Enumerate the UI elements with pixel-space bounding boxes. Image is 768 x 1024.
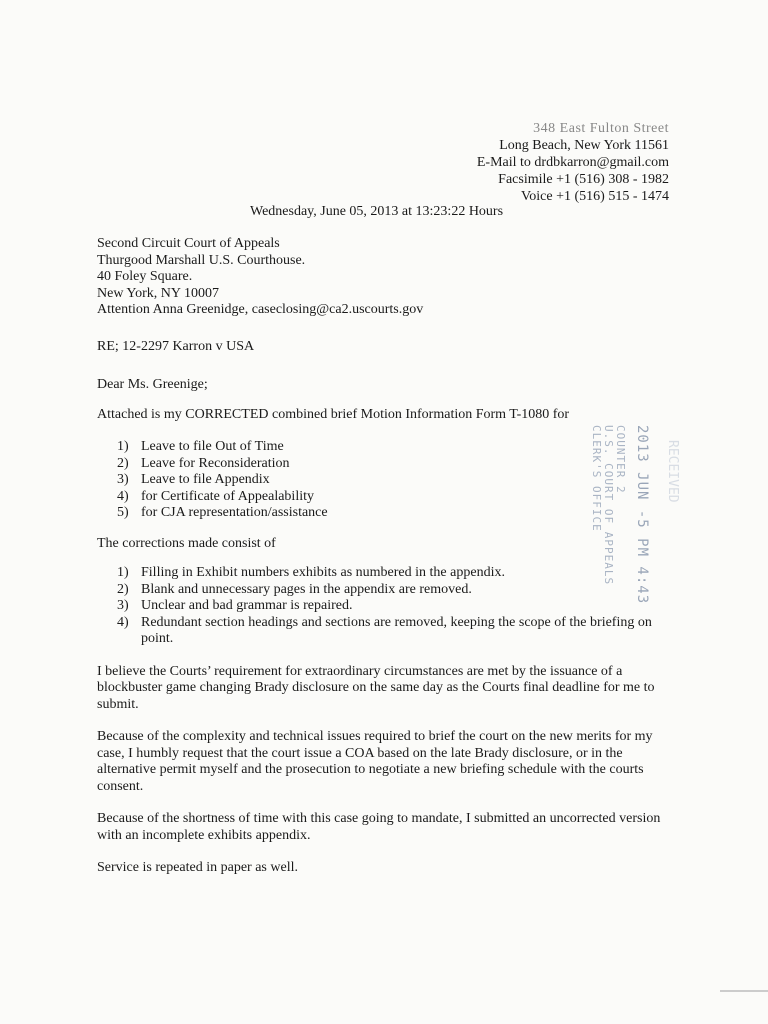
sender-email: E-Mail to drdbkarron@gmail.com xyxy=(476,155,669,170)
recipient-line: Second Circuit Court of Appeals xyxy=(97,236,280,251)
list-text: for Certificate of Appealability xyxy=(141,488,314,504)
list-text: Leave to file Appendix xyxy=(141,472,270,487)
stamp-line: CLERK'S OFFICE xyxy=(590,425,603,532)
recipient-line: Thurgood Marshall U.S. Courthouse. xyxy=(97,252,306,268)
list-item xyxy=(117,598,677,615)
received-stamp-faint: RECEIVED xyxy=(665,440,680,503)
re-line: RE; 12-2297 Karron v USA xyxy=(97,338,255,354)
list-text: Blank and unnecessary pages in the appendix are removed. xyxy=(141,581,472,597)
list-item xyxy=(117,615,677,648)
list-number: 1) xyxy=(117,565,129,580)
salutation: Dear Ms. Greenige; xyxy=(97,377,208,392)
body-paragraph: Service is repeated in paper as well. xyxy=(97,860,298,875)
list-text: for CJA representation/assistance xyxy=(141,505,328,520)
corrections-intro: The corrections made consist of xyxy=(97,535,276,551)
body-paragraph: Because of the shortness of time with this case going to mandate, I submitted an uncorrected version with an incomplete exhibits appendix. xyxy=(97,811,661,843)
dateline: Wednesday, June 05, 2013 at 13:23:22 Hours xyxy=(250,204,504,219)
list-number: 2) xyxy=(117,581,129,597)
sender-street: 348 East Fulton Street xyxy=(533,121,669,136)
list-text: Filling in Exhibit numbers exhibits as numbered in the appendix. xyxy=(141,565,505,580)
intro-paragraph: Attached is my CORRECTED combined brief Motion Information Form T-1080 for xyxy=(97,406,570,422)
list-number: 1) xyxy=(117,439,129,454)
sender-voice: Voice +1 (516) 515 - 1474 xyxy=(520,189,669,204)
sender-fax: Facsimile +1 (516) 308 - 1982 xyxy=(498,172,669,187)
stamp-date: 2013 JUN -5 PM 4:43 xyxy=(634,425,650,605)
recipient-line: 40 Foley Square. xyxy=(97,269,193,284)
recipient-block xyxy=(97,236,677,319)
list-text: Leave to file Out of Time xyxy=(141,439,284,454)
list-number: 3) xyxy=(117,598,129,613)
list-text: Leave for Reconsideration xyxy=(141,455,290,471)
stamp-line: COUNTER 2 xyxy=(614,425,627,494)
list-number: 3) xyxy=(117,472,129,487)
list-number: 2) xyxy=(117,455,129,471)
list-number: 4) xyxy=(117,488,129,504)
sender-address xyxy=(477,120,669,205)
list-number: 5) xyxy=(117,505,129,520)
scan-edge-mark xyxy=(720,990,768,992)
body-paragraph: Because of the complexity and technical issues required to brief the court on the new merits for my case, I humbly request that the court issue a COA based on the late Brady disclosure, or in the alternative permit myself and the prosecution to negotiate a new briefing schedule with the courts consent. xyxy=(97,729,653,794)
recipient-line: Attention Anna Greenidge, caseclosing@ca2.uscourts.gov xyxy=(97,302,424,317)
list-text: Redundant section headings and sections are removed, keeping the scope of the briefing on point. xyxy=(141,614,652,646)
list-number: 4) xyxy=(117,614,129,630)
recipient-line: New York, NY 10007 xyxy=(97,285,219,301)
list-text: Unclear and bad grammar is repaired. xyxy=(141,598,353,613)
sender-city: Long Beach, New York 11561 xyxy=(499,138,669,153)
stamp-line: U.S. COURT OF APPEALS xyxy=(602,425,615,586)
body-paragraph: I believe the Courts’ requirement for extraordinary circumstances are met by the issuance of a blockbuster game changing Brady disclosure on the same day as the Courts final deadline for me to submit. xyxy=(97,663,655,712)
